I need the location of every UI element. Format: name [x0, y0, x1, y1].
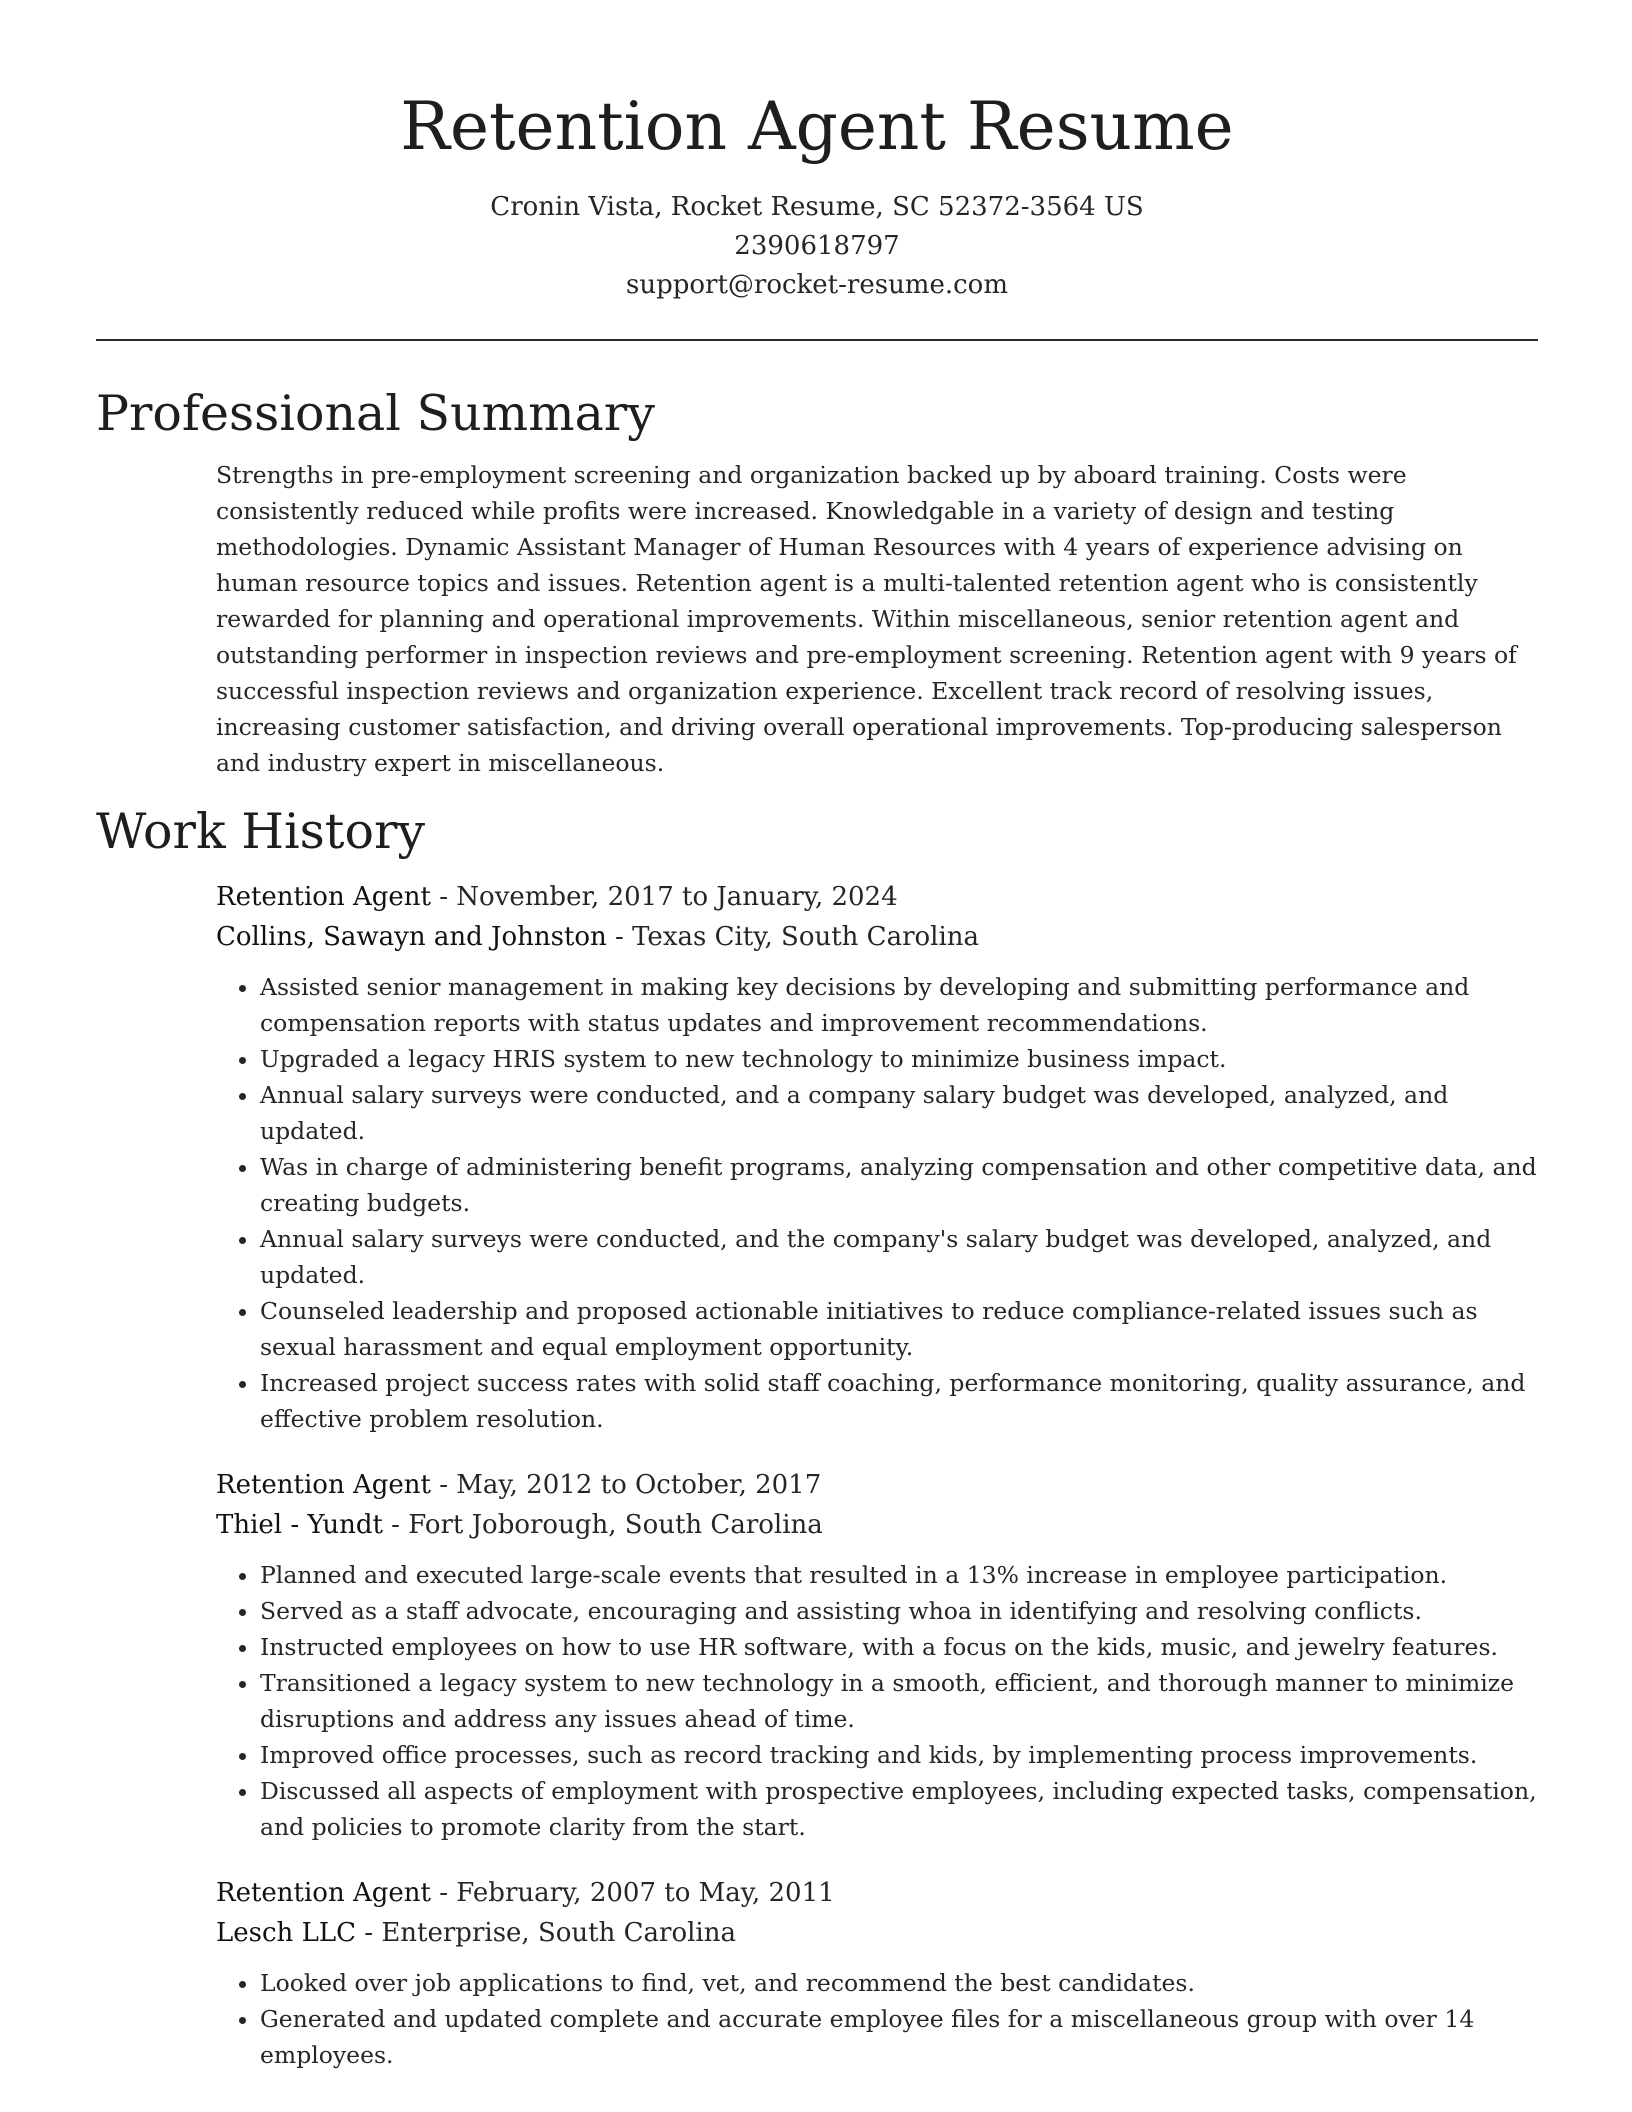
summary-text: Strengths in pre-employment screening and organization backed up by aboard training. Costs were consistently reduced while profits were increased. Knowledgable in a variety of design and testing methodologies. Dynamic Assistant Manager of Human Resources with 4 years of experience advising on human resource topics and issues. Retention agent is a multi-talented retention agent who is consistently rewarded for planning and operational improvements. Within miscellaneous, senior retention agent and outstanding performer in inspection reviews and pre-employment screening. Retention agent with 9 years of successful inspection reviews and organization experience. Excellent track record of resolving issues, increasing customer satisfaction, and driving overall operational improvements. Top-producing salesperson and industry expert in miscellaneous.: [216, 461, 1517, 777]
job-company-line: [216, 1913, 1538, 1953]
job-dates: - February, 2007 to May, 2011: [430, 1878, 835, 1908]
resume-title: Retention Agent Resume: [400, 88, 1234, 165]
resume-header: [96, 0, 1538, 305]
job-bullet: • Improved office processes, such as record tracking and kids, by implementing process improvements.: [260, 1737, 1538, 1773]
job-title-line: [216, 1465, 1538, 1505]
job-title: Retention Agent: [216, 1470, 431, 1500]
contact-block: [96, 188, 1538, 305]
job-company-line: [216, 1505, 1538, 1545]
job-bullet-list: [216, 969, 1538, 1437]
job-title: Retention Agent: [216, 882, 431, 912]
job-bullet: • Generated and updated complete and accurate employee files for a miscellaneous group with over 14 employees.: [260, 2001, 1538, 2073]
job-dates: - November, 2017 to January, 2024: [430, 882, 898, 912]
job-dates: - May, 2012 to October, 2017: [430, 1470, 822, 1500]
job-company-line: [216, 917, 1538, 957]
job-bullet: • Assisted senior management in making key decisions by developing and submitting performance and compensation reports with status updates and improvement recommendations.: [260, 969, 1538, 1041]
job-bullet: • Increased project success rates with solid staff coaching, performance monitoring, quality assurance, and effective problem resolution.: [260, 1365, 1538, 1437]
job-company: Lesch LLC: [216, 1918, 356, 1948]
work-history-list: [216, 877, 1538, 2073]
job-bullet: • Upgraded a legacy HRIS system to new technology to minimize business impact.: [260, 1041, 1538, 1077]
job-bullet-list: [216, 1965, 1538, 2073]
job-bullet: • Instructed employees on how to use HR software, with a focus on the kids, music, and jewelry features.: [260, 1629, 1538, 1665]
job-bullet: • Annual salary surveys were conducted, and the company's salary budget was developed, analyzed, and updated.: [260, 1221, 1538, 1293]
contact-address: Cronin Vista, Rocket Resume, SC 52372-3564 US: [490, 192, 1144, 222]
job-bullet: • Served as a staff advocate, encouraging and assisting whoa in identifying and resolving conflicts.: [260, 1593, 1538, 1629]
job-bullet: • Counseled leadership and proposed actionable initiatives to reduce compliance-related issues such as sexual harassment and equal employment opportunity.: [260, 1293, 1538, 1365]
job-bullet: • Was in charge of administering benefit programs, analyzing compensation and other competitive data, and creating budgets.: [260, 1149, 1538, 1221]
job-bullet: • Annual salary surveys were conducted, and a company salary budget was developed, analyzed, and updated.: [260, 1077, 1538, 1149]
job-company: Thiel - Yundt: [216, 1510, 383, 1540]
job-title-line: [216, 1873, 1538, 1913]
job-bullet: • Transitioned a legacy system to new technology in a smooth, efficient, and thorough manner to minimize disruptions and address any issues ahead of time.: [260, 1665, 1538, 1737]
job-entry: [216, 1873, 1538, 2073]
resume-page: [96, 0, 1538, 2073]
contact-email: support@rocket-resume.com: [625, 270, 1008, 300]
job-title: Retention Agent: [216, 1878, 431, 1908]
job-title-line: [216, 877, 1538, 917]
job-company: Collins, Sawayn and Johnston: [216, 922, 607, 952]
header-divider: [96, 339, 1538, 341]
job-location: - Texas City, South Carolina: [606, 922, 980, 952]
work-history-heading: Work History: [96, 803, 426, 860]
contact-phone: 2390618797: [734, 231, 900, 261]
summary-heading: Professional Summary: [96, 385, 655, 442]
job-bullet: • Planned and executed large-scale events that resulted in a 13% increase in employee participation.: [260, 1557, 1538, 1593]
job-bullet: • Looked over job applications to find, vet, and recommend the best candidates.: [260, 1965, 1538, 2001]
job-location: - Enterprise, South Carolina: [356, 1918, 736, 1948]
job-bullet: • Discussed all aspects of employment with prospective employees, including expected tasks, compensation, and policies to promote clarity from the start.: [260, 1773, 1538, 1845]
job-location: - Fort Joborough, South Carolina: [382, 1510, 823, 1540]
job-entry: [216, 877, 1538, 1437]
job-bullet-list: [216, 1557, 1538, 1845]
job-entry: [216, 1465, 1538, 1845]
